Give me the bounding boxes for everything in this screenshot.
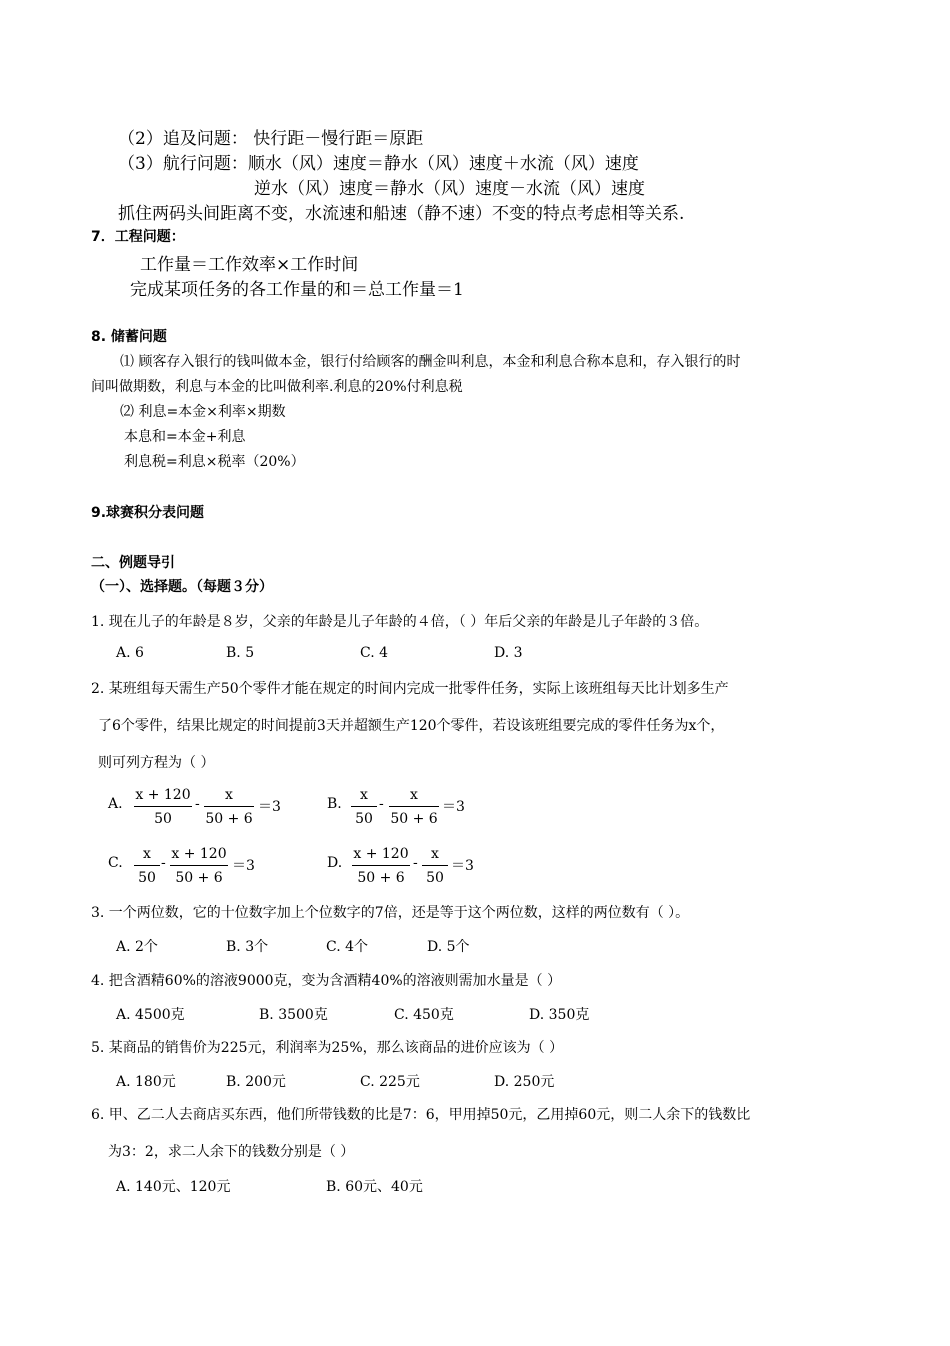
question-1-option-a: A. 6 <box>116 645 144 661</box>
savings-formula-interest: ⑵ 利息=本金×利率×期数 <box>120 404 286 420</box>
question-2-option-c-fraction-1 <box>134 846 160 886</box>
equals-three: ＝3 <box>232 858 255 874</box>
question-2-option-d-fraction-2 <box>422 846 448 886</box>
question-5-option-d: D. 250元 <box>494 1074 555 1090</box>
savings-para-1a: ⑴ 顾客存入银行的钱叫做本金，银行付给顾客的酬金叫利息，本金和利息合称本息和，存入银行的时 <box>120 354 741 370</box>
question-4-stem: 4. 把含酒精60%的溶液9000克，变为含酒精40%的溶液则需加水量是（ ） <box>91 973 562 989</box>
question-2-stem-3: 则可列方程为（ ） <box>98 755 215 771</box>
question-5-option-b: B. 200元 <box>226 1074 286 1090</box>
equals-three: ＝3 <box>442 799 465 815</box>
question-3-option-a: A. 2个 <box>116 939 158 955</box>
fraction-denominator: 50 <box>426 870 444 886</box>
question-6-option-a: A. 140元、120元 <box>116 1179 231 1195</box>
scoreboard-problem-heading: 9.球赛积分表问题 <box>91 505 205 521</box>
equals-three: ＝3 <box>451 858 474 874</box>
fraction-denominator: 50 <box>154 811 172 827</box>
fraction-bar <box>204 806 254 807</box>
fraction-bar <box>134 806 192 807</box>
fraction-numerator: x <box>360 787 368 803</box>
question-2-option-b-fraction-2 <box>389 787 439 827</box>
fraction-denominator: 50 <box>355 811 373 827</box>
minus-sign: - <box>413 855 418 871</box>
fraction-bar <box>170 865 228 866</box>
fraction-denominator: 50 + 6 <box>205 811 253 827</box>
fraction-bar <box>422 865 448 866</box>
question-5-option-a: A. 180元 <box>116 1074 176 1090</box>
question-5-option-c: C. 225元 <box>360 1074 420 1090</box>
minus-sign: - <box>379 796 384 812</box>
fraction-denominator: 50 + 6 <box>390 811 438 827</box>
question-6-option-b: B. 60元、40元 <box>326 1179 423 1195</box>
question-2-option-b-label: B. <box>327 796 342 812</box>
engineering-problem-heading: 7．工程问题： <box>91 229 185 245</box>
question-2-option-c-label: C. <box>108 855 123 871</box>
navigation-note: 抓住两码头间距离不变，水流速和船速（静不速）不变的特点考虑相等关系. <box>118 204 685 224</box>
fraction-numerator: x <box>225 787 233 803</box>
fraction-numerator: x <box>410 787 418 803</box>
savings-para-1b: 间叫做期数，利息与本金的比叫做利率.利息的20%付利息税 <box>91 379 463 395</box>
multiple-choice-subtitle: （一）、选择题。（每题３分） <box>91 579 273 595</box>
question-3-option-d: D. 5个 <box>427 939 470 955</box>
navigation-problem-line: （3）航行问题：顺水（风）速度＝静水（风）速度＋水流（风）速度 <box>118 154 639 174</box>
fraction-numerator: x <box>431 846 439 862</box>
question-2-option-a-fraction-1 <box>134 787 192 827</box>
fraction-denominator: 50 <box>138 870 156 886</box>
question-4-option-d: D. 350克 <box>529 1007 590 1023</box>
question-1-option-b: B. 5 <box>226 645 255 661</box>
question-1-option-d: D. 3 <box>494 645 523 661</box>
fraction-bar <box>352 865 410 866</box>
fraction-numerator: x + 120 <box>171 846 227 862</box>
question-3-option-c: C. 4个 <box>326 939 369 955</box>
question-2-option-b-fraction-1 <box>351 787 377 827</box>
fraction-numerator: x <box>143 846 151 862</box>
question-2-option-d-label: D. <box>327 855 343 871</box>
question-2-option-d-fraction-1 <box>352 846 410 886</box>
question-2-option-a-label: A. <box>108 796 123 812</box>
question-2-option-c-fraction-2 <box>170 846 228 886</box>
fraction-numerator: x + 120 <box>353 846 409 862</box>
question-4-option-c: C. 450克 <box>394 1007 454 1023</box>
equals-three: ＝3 <box>258 799 281 815</box>
question-3-stem: 3. 一个两位数，它的十位数字加上个位数字的7倍，还是等于这个两位数，这样的两位数有（ ）。 <box>91 905 690 921</box>
navigation-problem-line-2: 逆水（风）速度＝静水（风）速度－水流（风）速度 <box>254 179 645 199</box>
minus-sign: - <box>195 796 200 812</box>
chase-problem-line: （2）追及问题： 快行距－慢行距＝原距 <box>118 129 424 149</box>
question-5-stem: 5. 某商品的销售价为225元，利润率为25%，那么该商品的进价应该为（ ） <box>91 1040 564 1056</box>
question-6-stem-1: 6. 甲、乙二人去商店买东西，他们所带钱数的比是7：6，甲用掉50元，乙用掉60元，则二人余下的钱数比 <box>91 1107 751 1123</box>
engineering-formula-2: 完成某项任务的各工作量的和＝总工作量＝1 <box>130 280 464 300</box>
engineering-formula-1: 工作量＝工作效率×工作时间 <box>140 255 359 275</box>
question-2-stem-2: 了6个零件，结果比规定的时间提前3天并超额生产120个零件，若设该班组要完成的零件任务为x个， <box>98 718 725 734</box>
question-2-option-a-fraction-2 <box>204 787 254 827</box>
question-6-stem-2: 为3：2，求二人余下的钱数分别是（ ） <box>108 1144 355 1160</box>
question-4-option-b: B. 3500克 <box>259 1007 328 1023</box>
fraction-bar <box>351 806 377 807</box>
question-1-option-c: C. 4 <box>360 645 389 661</box>
question-2-stem-1: 2. 某班组每天需生产50个零件才能在规定的时间内完成一批零件任务，实际上该班组每天比计划多生产 <box>91 681 729 697</box>
question-1-stem: 1. 现在儿子的年龄是８岁，父亲的年龄是儿子年龄的４倍，（ ）年后父亲的年龄是儿子年龄的３倍。 <box>91 614 709 630</box>
fraction-bar <box>134 865 160 866</box>
fraction-numerator: x + 120 <box>135 787 191 803</box>
savings-formula-tax: 利息税=利息×税率（20%） <box>124 454 305 470</box>
minus-sign: - <box>161 855 166 871</box>
examples-section-title: 二、例题导引 <box>91 555 175 571</box>
savings-formula-total: 本息和=本金+利息 <box>124 429 246 445</box>
fraction-bar <box>389 806 439 807</box>
savings-problem-heading: 8. 储蓄问题 <box>91 329 167 345</box>
fraction-denominator: 50 + 6 <box>357 870 405 886</box>
question-3-option-b: B. 3个 <box>226 939 269 955</box>
fraction-denominator: 50 + 6 <box>175 870 223 886</box>
question-4-option-a: A. 4500克 <box>116 1007 185 1023</box>
